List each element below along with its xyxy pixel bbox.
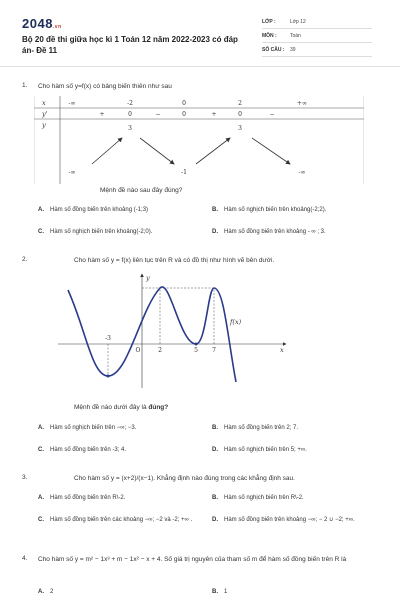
option-letter: D. [212, 517, 218, 523]
option-text: Hàm số đồng biến trên các khoảng −∞; −2 và -2; +∞ . [50, 517, 193, 523]
header-divider [0, 66, 400, 67]
q3-text: Cho hàm số y = (x+2)/(x−1). Khẳng định nào đúng trong các khẳng định sau. [74, 475, 295, 482]
option-text: Hàm số nghịch biến trên −∞; −3. [50, 425, 137, 431]
option-letter: D. [212, 447, 218, 453]
meta-count [262, 45, 372, 57]
row-label-yprime: y' [42, 110, 48, 118]
y-value: -∞ [68, 169, 76, 176]
meta-subject [262, 31, 372, 43]
option-text: Hàm số đồng biến trên khoảng (-1;3) [50, 207, 149, 213]
tick-label: O [135, 347, 141, 354]
y-value: 3 [238, 125, 242, 132]
q3-option-d[interactable] [212, 516, 372, 524]
tick-label: 5 [194, 347, 198, 354]
option-letter: C. [38, 517, 44, 523]
y-value: -1 [181, 169, 187, 176]
option-text: Hàm số nghịch biến trên khoảng(-2;0). [50, 229, 153, 235]
y-value: 3 [128, 125, 132, 132]
page-title: Bộ 20 đề thi giữa học kì 1 Toán 12 năm 2022-2023 có đáp án- Đề 11 [22, 35, 238, 55]
q1-number: 1. [22, 82, 28, 89]
x-value: 2 [238, 100, 242, 107]
q2-option-d[interactable] [212, 446, 307, 454]
option-text: Hàm số nghịch biến trên R\-2. [224, 495, 304, 501]
yprime-sign: − [155, 111, 161, 118]
yprime-sign: 0 [238, 111, 242, 118]
curve-label: f(x) [230, 318, 242, 326]
q4-option-a[interactable] [38, 588, 53, 596]
option-letter: B. [212, 589, 218, 595]
option-text: Hàm số đồng biến trên khoảng −∞; − 2 ∪ −2; +∞. [224, 517, 355, 523]
x-value: 0 [182, 100, 186, 107]
meta-key: LỚP : [262, 19, 276, 25]
logo-text: 2048 [22, 16, 53, 31]
option-text: Hàm số đồng biến trên 2; 7. [224, 425, 299, 431]
yprime-sign: 0 [182, 111, 186, 118]
point-zero [195, 343, 198, 346]
meta-value: Toán [290, 33, 301, 39]
q1-option-d[interactable] [212, 228, 326, 236]
q3-option-c[interactable] [38, 516, 208, 524]
q3-number: 3. [22, 474, 28, 481]
option-letter: B. [212, 425, 218, 431]
arrow-up [92, 138, 122, 164]
option-letter: A. [38, 589, 44, 595]
q2-option-a[interactable] [38, 424, 136, 432]
x-value: +∞ [296, 100, 308, 107]
site-logo[interactable] [22, 16, 62, 31]
meta-key: MÔN : [262, 33, 277, 39]
point-min [107, 375, 110, 378]
arrow-up [196, 138, 230, 164]
option-letter: B. [212, 207, 218, 213]
tick-label: 2 [158, 347, 162, 354]
option-letter: A. [38, 207, 44, 213]
q2-prompt [74, 403, 168, 412]
x-axis-label: x [280, 346, 284, 354]
yprime-sign: + [211, 111, 217, 118]
q3-option-b[interactable] [212, 494, 304, 502]
option-letter: D. [212, 229, 218, 235]
arrow-down [140, 138, 174, 164]
meta-class [262, 17, 372, 29]
option-text: Hàm số đồng biến trên khoảng - ∞ ; 3. [224, 229, 326, 235]
q2-text: Cho hàm số y = f(x) liên tục trên R và có đồ thị như hình vẽ bên dưới. [74, 257, 275, 264]
q2-option-b[interactable] [212, 424, 298, 432]
function-curve [68, 287, 236, 382]
q4-option-b[interactable] [212, 588, 227, 596]
yprime-sign: + [99, 111, 105, 118]
option-text: Hàm số nghịch biến trên khoảng(-2;2). [224, 207, 327, 213]
q3-option-a[interactable] [38, 494, 125, 502]
q1-option-a[interactable] [38, 206, 148, 214]
option-letter: C. [38, 229, 44, 235]
y-axis-label: y [146, 274, 150, 282]
tick-label: 7 [212, 347, 216, 354]
yprime-sign: 0 [128, 111, 132, 118]
yprime-sign: − [269, 111, 275, 118]
q2-number: 2. [22, 256, 28, 263]
option-letter: C. [38, 447, 44, 453]
q2-option-c[interactable] [38, 446, 126, 454]
y-value: -∞ [298, 169, 306, 176]
prompt-text: Mệnh đề nào dưới đây là [74, 404, 149, 411]
x-value: -2 [127, 100, 133, 107]
q4-number: 4. [22, 555, 28, 562]
option-text: Hàm số đồng biến trên -3; 4. [50, 447, 127, 453]
prompt-bold: đúng? [148, 404, 169, 411]
q1-prompt: Mệnh đề nào sau đây đúng? [100, 187, 183, 194]
x-value: -∞ [68, 100, 76, 107]
tick-label: -3 [105, 335, 111, 342]
meta-key: SỐ CÂU : [262, 47, 285, 53]
option-text: Hàm số đồng biến trên R\-2. [50, 495, 126, 501]
q1-option-b[interactable] [212, 206, 326, 214]
q1-variation-table [34, 96, 364, 184]
option-text: Hàm số nghịch biến trên 5; +∞. [224, 447, 307, 453]
option-text: 2 [50, 589, 54, 595]
q4-text: Cho hàm số y = m² − 1x³ + m − 1x² − x + 4. Số giá trị nguyên của tham số m để hàm số đồng biến trên R là [38, 556, 347, 563]
meta-value: Lớp 12 [290, 19, 306, 25]
option-letter: B. [212, 495, 218, 501]
row-label-y: y [42, 121, 46, 129]
q1-text: Cho hàm số y=f(x) có bảng biến thiên như sau [38, 83, 172, 90]
meta-value: 39 [290, 47, 296, 53]
option-text: 1 [224, 589, 228, 595]
q2-function-graph [58, 270, 298, 390]
option-letter: A. [38, 425, 44, 431]
q1-option-c[interactable] [38, 228, 152, 236]
option-letter: A. [38, 495, 44, 501]
arrow-down [252, 138, 290, 164]
logo-suffix: .vn [52, 24, 62, 30]
row-label-x: x [42, 99, 46, 107]
